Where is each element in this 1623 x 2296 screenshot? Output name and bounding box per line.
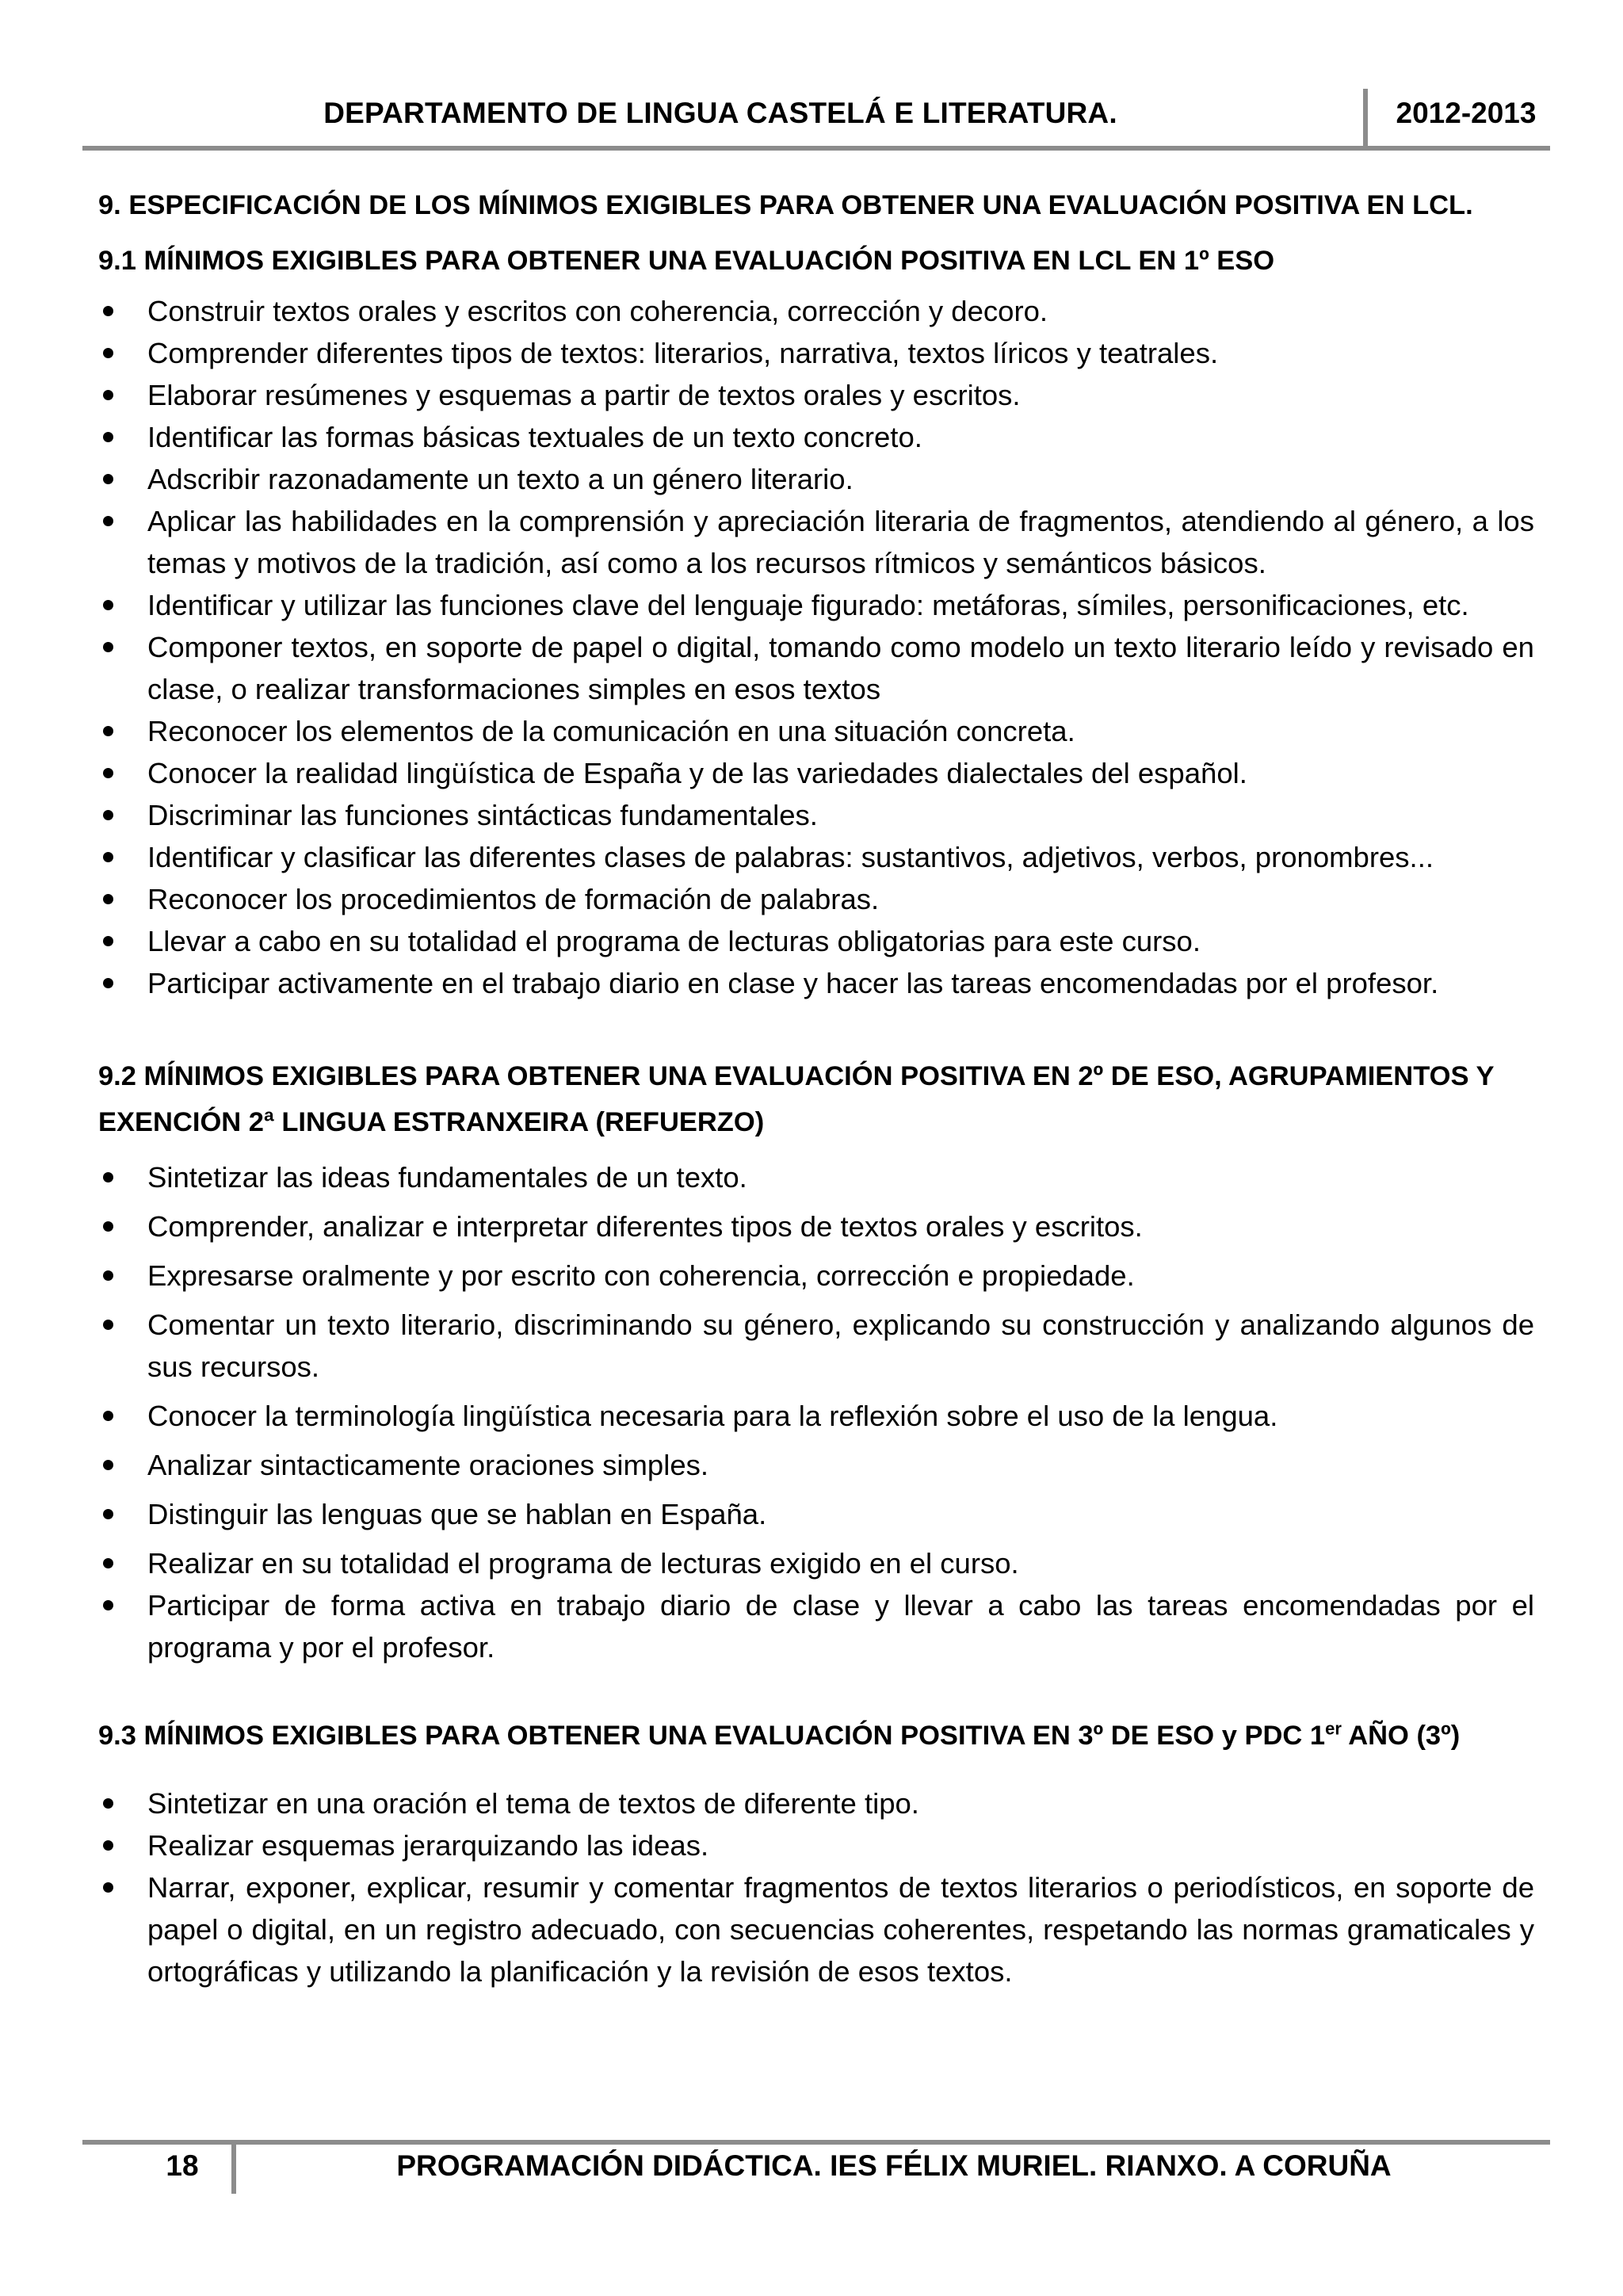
list-item: Narrar, exponer, explicar, resumir y comentar fragmentos de textos literarios o periodísticos, en soporte de papel o digital, en un registro adecuado, con secuencias coherentes, respetando las normas gramaticales y ortográficas y utilizando la planificación y la revisión de esos textos.: [98, 1866, 1534, 1992]
bullet-icon: [103, 642, 113, 652]
bullet-icon: [103, 348, 113, 358]
bullet-icon: [103, 306, 113, 316]
page-number: 18: [166, 2149, 199, 2182]
list-item: Comprender diferentes tipos de textos: literarios, narrativa, textos líricos y teatrales.: [98, 332, 1534, 374]
bullet-icon: [103, 852, 113, 862]
footer-title: PROGRAMACIÓN DIDÁCTICA. IES FÉLIX MURIEL. RIANXO. A CORUÑA: [396, 2149, 1392, 2182]
bullet-icon: [103, 432, 113, 442]
section-heading-9-3: 9.3 MÍNIMOS EXIGIBLES PARA OBTENER UNA EVALUACIÓN POSITIVA EN 3º DE ESO y PDC 1er AÑO (3º): [98, 1718, 1461, 1751]
bullet-icon: [103, 1558, 113, 1568]
footer-divider: [231, 2140, 236, 2194]
section-heading-9-2-line1: 9.2 MÍNIMOS EXIGIBLES PARA OBTENER UNA EVALUACIÓN POSITIVA EN 2º DE ESO, AGRUPAMIENTOS Y: [98, 1061, 1495, 1091]
main-heading: 9. ESPECIFICACIÓN DE LOS MÍNIMOS EXIGIBLES PARA OBTENER UNA EVALUACIÓN POSITIVA EN LCL.: [98, 190, 1473, 220]
list-item: Comentar un texto literario, discriminando su género, explicando su construcción y analizando algunos de sus recursos.: [98, 1304, 1534, 1388]
bullet-icon: [103, 516, 113, 526]
bullet-icon: [103, 936, 113, 946]
bullet-icon: [103, 1509, 113, 1519]
bullet-list-9-1: [98, 290, 1534, 1004]
header-divider: [1363, 89, 1368, 151]
header-year: 2012-2013: [1396, 97, 1537, 129]
footer-rule: [82, 2140, 1550, 2145]
page-header: [82, 89, 1550, 149]
list-item: Llevar a cabo en su totalidad el programa de lecturas obligatorias para este curso.: [98, 920, 1534, 962]
list-item: Conocer la terminología lingüística necesaria para la reflexión sobre el uso de la lengua.: [98, 1395, 1534, 1437]
bullet-icon: [103, 1798, 113, 1809]
list-item: Adscribir razonadamente un texto a un género literario.: [98, 458, 1534, 500]
bullet-list-9-3: [98, 1782, 1534, 1992]
bullet-icon: [103, 474, 113, 484]
bullet-icon: [103, 894, 113, 904]
list-item: Construir textos orales y escritos con coherencia, corrección y decoro.: [98, 290, 1534, 332]
list-item: Participar de forma activa en trabajo diario de clase y llevar a cabo las tareas encomendadas por el programa y por el profesor.: [98, 1584, 1534, 1668]
section-heading-9-1: 9.1 MÍNIMOS EXIGIBLES PARA OBTENER UNA EVALUACIÓN POSITIVA EN LCL EN 1º ESO: [98, 246, 1275, 276]
bullet-icon: [103, 1882, 113, 1893]
section-heading-9-2: [98, 1053, 1534, 1145]
list-item: Realizar en su totalidad el programa de lecturas exigido en el curso.: [98, 1542, 1534, 1584]
header-title: DEPARTAMENTO DE LINGUA CASTELÁ E LITERATURA.: [323, 97, 1117, 129]
bullet-icon: [103, 1600, 113, 1610]
list-item: Identificar y utilizar las funciones clave del lenguaje figurado: metáforas, símiles, personificaciones, etc.: [98, 584, 1534, 626]
list-item: Discriminar las funciones sintácticas fundamentales.: [98, 794, 1534, 836]
list-item: Reconocer los procedimientos de formación de palabras.: [98, 878, 1534, 920]
bullet-icon: [103, 1172, 113, 1182]
page-content: [98, 187, 1534, 1992]
list-item: Reconocer los elementos de la comunicación en una situación concreta.: [98, 710, 1534, 752]
list-item: Participar activamente en el trabajo diario en clase y hacer las tareas encomendadas por el profesor.: [98, 962, 1534, 1004]
bullet-icon: [103, 390, 113, 400]
bullet-icon: [103, 600, 113, 610]
list-item: Distinguir las lenguas que se hablan en España.: [98, 1493, 1534, 1535]
bullet-list-9-2: [98, 1156, 1534, 1668]
list-item: Elaborar resúmenes y esquemas a partir de textos orales y escritos.: [98, 374, 1534, 416]
list-item: Realizar esquemas jerarquizando las ideas.: [98, 1824, 1534, 1866]
list-item: Identificar las formas básicas textuales de un texto concreto.: [98, 416, 1534, 458]
bullet-icon: [103, 726, 113, 736]
bullet-icon: [103, 1221, 113, 1232]
list-item: Sintetizar las ideas fundamentales de un texto.: [98, 1156, 1534, 1198]
bullet-icon: [103, 1320, 113, 1330]
bullet-icon: [103, 1460, 113, 1470]
list-item: Sintetizar en una oración el tema de textos de diferente tipo.: [98, 1782, 1534, 1824]
section-heading-9-2-line2: EXENCIÓN 2ª LINGUA ESTRANXEIRA (REFUERZO): [98, 1107, 765, 1137]
list-item: Analizar sintacticamente oraciones simples.: [98, 1444, 1534, 1486]
list-item: Conocer la realidad lingüística de España y de las variedades dialectales del español.: [98, 752, 1534, 794]
bullet-icon: [103, 768, 113, 778]
header-rule: [82, 146, 1550, 151]
bullet-icon: [103, 978, 113, 988]
list-item: Aplicar las habilidades en la comprensión y apreciación literaria de fragmentos, atendiendo al género, a los temas y motivos de la tradición, así como a los recursos rítmicos y semánticos básicos.: [98, 500, 1534, 584]
bullet-icon: [103, 1411, 113, 1421]
list-item: Componer textos, en soporte de papel o digital, tomando como modelo un texto literario leído y revisado en clase, o realizar transformaciones simples en esos textos: [98, 626, 1534, 710]
list-item: Expresarse oralmente y por escrito con coherencia, corrección e propiedade.: [98, 1255, 1534, 1297]
bullet-icon: [103, 1840, 113, 1851]
bullet-icon: [103, 810, 113, 820]
list-item: Comprender, analizar e interpretar diferentes tipos de textos orales y escritos.: [98, 1205, 1534, 1247]
bullet-icon: [103, 1270, 113, 1281]
list-item: Identificar y clasificar las diferentes clases de palabras: sustantivos, adjetivos, verbos, pronombres...: [98, 836, 1534, 878]
